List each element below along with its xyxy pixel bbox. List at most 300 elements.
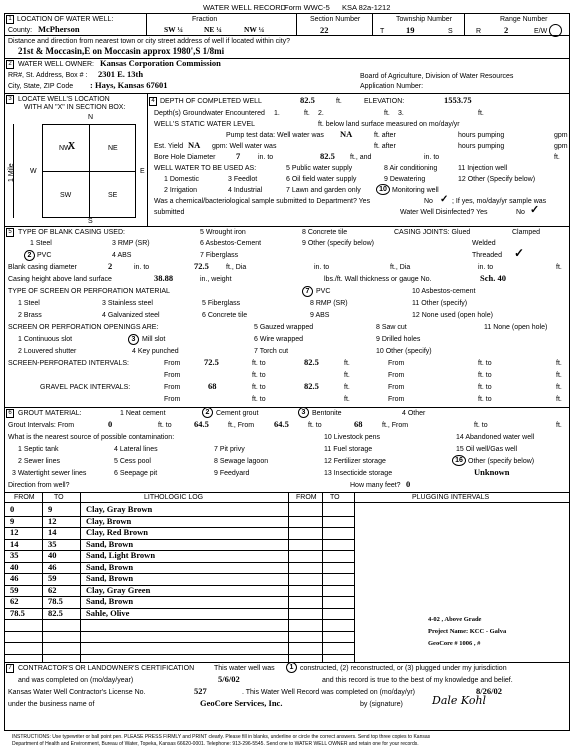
one-mile-label: 1 Mile (8, 163, 15, 182)
casing-height-label: Casing height above land surface (8, 276, 112, 283)
divider (13, 124, 14, 218)
owner-value[interactable]: Kansas Corporation Commission (100, 58, 221, 68)
form-ksa: KSA 82a-1212 (342, 3, 391, 12)
ft-dia-label: ft., Dia (226, 264, 247, 271)
log-lithology[interactable]: Sand, Brown (86, 561, 134, 572)
grout-material-label: GROUT MATERIAL: (18, 410, 82, 417)
contam-2[interactable]: 2 Sewer lines (18, 458, 61, 465)
grout-4[interactable]: 4 Other (402, 410, 426, 417)
log-lithology[interactable]: Clay, Gray Brown (86, 504, 153, 514)
log-from[interactable]: 12 (10, 527, 19, 537)
casing-3[interactable]: 3 RMP (SR) (112, 240, 150, 247)
grout-intervals-label: Grout Intervals: From (8, 422, 75, 429)
disinfected-no-check: ✓ (530, 204, 540, 216)
bore-value[interactable]: 7 (236, 151, 241, 161)
ft-unit: ft. (554, 154, 560, 161)
disinfected-no[interactable]: No (516, 209, 525, 216)
log-row-divider (4, 562, 354, 563)
business-label: under the business name of (8, 701, 95, 708)
after-label: ft. after (374, 132, 396, 139)
contam-other-value[interactable]: Unknown (474, 467, 510, 477)
threaded-label[interactable]: Threaded (472, 252, 502, 259)
ft-from-label: ft., From (228, 422, 255, 429)
city-value[interactable]: : Hays, Kansas 67601 (90, 80, 168, 90)
log-row-divider (4, 539, 354, 540)
ft-unit: ft. (556, 360, 562, 367)
opening-10[interactable]: 10 Other (specify) (376, 348, 432, 355)
quarter-1[interactable]: SW ¼ (164, 25, 184, 34)
grout-2-circle[interactable]: 2 (202, 407, 213, 418)
contam-11[interactable]: 11 Fuel storage (324, 446, 373, 453)
hours-label: hours pumping (458, 132, 505, 139)
from-label: From (164, 372, 181, 379)
log-to[interactable]: 12 (48, 515, 57, 526)
casing-label: TYPE OF BLANK CASING USED: (18, 229, 125, 236)
contam-9[interactable]: 9 Feedyard (214, 470, 250, 477)
log-note-3: GeoCore # 1006 , # (428, 640, 481, 647)
screen-6[interactable]: 6 Concrete tile (202, 312, 248, 319)
opening-6[interactable]: 6 Wire wrapped (254, 336, 304, 343)
contam-5[interactable]: 5 Cess pool (114, 458, 151, 465)
log-lithology[interactable]: Clay, Red Brown (86, 527, 148, 537)
ft-to-label: ft. to (478, 384, 492, 391)
contam-13[interactable]: 13 Insecticide storage (324, 470, 393, 477)
log-note-1: 4-02 , Above Grade (428, 616, 482, 623)
divider (4, 35, 570, 36)
ft-unit: ft. (304, 110, 310, 117)
compass-s: S (88, 218, 93, 225)
contam-3[interactable]: 3 Watertight sewer lines (12, 470, 87, 477)
signature[interactable]: Dale Kohl (432, 694, 487, 707)
screen-material-label: TYPE OF SCREEN OR PERFORATION MATERIAL (8, 288, 170, 295)
screen-2[interactable]: 2 Brass (18, 312, 42, 319)
section-5-number: 5 (6, 228, 14, 237)
range-ew: E/W (534, 28, 548, 35)
ft-to-label: ft. to (478, 372, 492, 379)
opening-2[interactable]: 2 Louvered shutter (18, 348, 77, 355)
depth-label: DEPTH OF COMPLETED WELL (160, 98, 262, 105)
quad-sw: SW (60, 192, 72, 199)
lbs-label: lbs./ft. Wall thickness or gauge No. (324, 276, 432, 283)
form-number: Form WWC-5 (284, 3, 330, 12)
casing-7[interactable]: 7 Fiberglass (200, 252, 239, 259)
if-yes-label: ; If yes, mo/day/yr sample was (452, 198, 547, 205)
log-to[interactable]: 14 (48, 527, 57, 537)
casing-9[interactable]: 9 Other (specify below) (302, 240, 374, 247)
ft-to-label: ft. to (252, 396, 266, 403)
use-1[interactable]: 1 Domestic (164, 176, 200, 183)
log-lithology[interactable]: Sand, Light Brown (86, 550, 156, 560)
contam-12[interactable]: 12 Fertilizer storage (324, 458, 386, 465)
from-label: From (388, 372, 405, 379)
opening-11[interactable]: 11 None (open hole) (484, 324, 548, 331)
divider (322, 492, 323, 662)
screen-3[interactable]: 3 Stainless steel (102, 300, 153, 307)
county-label: County: (8, 27, 33, 34)
log-row-divider (4, 619, 354, 620)
cert-text-2: constructed, (2) reconstructed, or (3) plugged under my jurisdiction (300, 665, 507, 672)
ft-unit: ft. (344, 384, 350, 391)
pump-label: Pump test data: Well water was (226, 132, 324, 139)
s1-label: LOCATION OF WATER WELL: (17, 16, 114, 23)
from-label: From (164, 384, 181, 391)
screen-7-circle[interactable]: 7 (302, 286, 313, 297)
quad-se: SE (108, 192, 118, 199)
section-2-number: 2 (6, 60, 14, 69)
ft-to-label: ft. to (252, 372, 266, 379)
use-3[interactable]: 3 Feedlot (228, 176, 258, 183)
lithologic-log-table (4, 492, 570, 662)
ft-to-label-2: ft. to (474, 422, 488, 429)
section-label: Section Number (310, 16, 361, 23)
ft-to-label: ft. to (158, 422, 172, 429)
log-lithology[interactable]: Sahle, Olive (86, 607, 130, 618)
city-label: City, State, ZIP Code (8, 83, 74, 90)
pump-value[interactable]: NA (340, 129, 353, 139)
ft-and-label: ft., and (350, 154, 372, 161)
contam-10[interactable]: 10 Livestock pens (324, 434, 381, 441)
well-x-mark: X (68, 141, 76, 152)
contam-7[interactable]: 7 Pit privy (214, 446, 245, 453)
use-2[interactable]: 2 Irrigation (164, 187, 198, 194)
from-label: From (388, 360, 405, 367)
casing-4[interactable]: 4 ABS (112, 252, 132, 259)
use-10-circle[interactable]: 10 (376, 184, 390, 195)
section-value[interactable]: 22 (320, 25, 329, 35)
log-row-divider (4, 631, 354, 632)
in-to-label: in. to (258, 154, 274, 161)
log-lithology[interactable]: Sand, Brown (86, 596, 134, 606)
yield-value[interactable]: NA (188, 140, 201, 150)
in-to-label: in. to (134, 264, 150, 271)
contam-14[interactable]: 14 Abandoned water well (456, 434, 535, 441)
locate-label-2: WITH AN "X" IN SECTION BOX: (24, 104, 126, 111)
bore-to-value[interactable]: 82.5 (320, 151, 335, 161)
log-to[interactable]: 46 (48, 561, 57, 572)
log-from[interactable]: 9 (10, 515, 15, 526)
casing-2-circle[interactable]: 2 (24, 250, 35, 261)
yield-gpm-label: gpm: Well water was (212, 143, 277, 150)
divider (4, 226, 570, 227)
range-label: Range Number (500, 16, 548, 23)
yield-label: Est. Yield (154, 143, 184, 150)
ft-unit: ft. (336, 98, 342, 105)
chem-no-check: ✓ (440, 194, 449, 205)
township-value[interactable]: 19 (406, 25, 415, 35)
ft-unit: ft. (556, 422, 562, 429)
log-row-divider (4, 585, 354, 586)
fraction-label: Fraction (192, 16, 218, 23)
from-label: From (388, 384, 405, 391)
section-3-number: 3 (6, 95, 14, 104)
ft-to-label: ft. to (252, 384, 266, 391)
bore-label: Bore Hole Diameter (154, 154, 216, 161)
completed-date[interactable]: 5/6/02 (218, 674, 240, 684)
casing-to-value[interactable]: 72.5 (194, 261, 209, 271)
log-note-2: Project Name: KCC - Galva (428, 628, 507, 635)
contam-15[interactable]: 15 Oil well/Gas well (456, 446, 518, 453)
township-t: T (380, 28, 385, 35)
log-to[interactable]: 9 (48, 504, 53, 514)
gw-2: 2. (318, 110, 324, 117)
township-label: Township Number (396, 16, 453, 23)
chem-sample-label: Was a chemical/bacteriological sample submitted to Department? Yes (154, 198, 371, 205)
casing-2-label: PVC (37, 252, 52, 259)
quad-ne: NE (108, 145, 118, 152)
col-from: FROM (14, 494, 35, 501)
address-value[interactable]: 2301 E. 13th (98, 69, 144, 79)
static-level-label: WELL'S STATIC WATER LEVEL (154, 121, 256, 128)
instructions-line-2: Department of Health and Environment, Bureau of Water, Topeka, Kansas 66620-0001. Telephone: 913-296-5545. Send one to WATER WELL OWNER and retain one for your records. (12, 741, 419, 747)
signature-label: by (signature) (360, 701, 403, 708)
divider (4, 407, 570, 408)
grout-from-value[interactable]: 0 (108, 419, 113, 429)
opening-3-circle[interactable]: 3 (128, 334, 139, 345)
log-from[interactable]: 59 (10, 584, 19, 595)
contam-6[interactable]: 6 Seepage pit (114, 470, 158, 477)
divider (42, 492, 43, 662)
log-row-divider (4, 654, 354, 655)
log-lithology[interactable]: Clay, Brown (86, 515, 132, 526)
opening-3-label: Mill slot (142, 336, 166, 343)
casing-joints-label: CASING JOINTS: Glued (394, 229, 471, 236)
quarter-3[interactable]: NW ¼ (244, 25, 265, 34)
hours-label: hours pumping (458, 143, 505, 150)
col-plug-from: FROM (296, 494, 317, 501)
opening-8[interactable]: 8 Saw cut (376, 324, 407, 331)
opening-7[interactable]: 7 Torch cut (254, 348, 289, 355)
log-to[interactable]: 35 (48, 538, 57, 549)
ft-unit: ft. (344, 360, 350, 367)
grout-3-circle[interactable]: 3 (298, 407, 309, 418)
elevation-value[interactable]: 1553.75 (444, 95, 472, 105)
ft-unit: ft. (478, 110, 484, 117)
screen-9[interactable]: 9 ABS (310, 312, 330, 319)
casing-height-value[interactable]: 38.88 (154, 273, 174, 283)
distance-value[interactable]: 21st & Moccasin,E on Moccasin approx 1980',S 1/8mi (18, 46, 225, 56)
gpm-unit: gpm (554, 143, 568, 150)
use-8[interactable]: 8 Air conditioning (384, 165, 438, 172)
log-row-divider (4, 550, 354, 551)
use-9[interactable]: 9 Dewatering (384, 176, 426, 183)
screen-12[interactable]: 12 None used (open hole) (412, 312, 493, 319)
from-label: From (388, 396, 405, 403)
gpm-unit: gpm (554, 132, 568, 139)
ft-to-label: ft. to (308, 422, 322, 429)
groundwater-label: Depth(s) Groundwater Encountered (154, 110, 265, 117)
log-to[interactable]: 82.5 (48, 607, 63, 618)
divider (146, 13, 147, 35)
divider (288, 492, 289, 662)
contam-8[interactable]: 8 Sewage lagoon (214, 458, 269, 465)
casing-6[interactable]: 6 Asbestos-Cement (200, 240, 262, 247)
use-10-label: Monitoring well (392, 187, 439, 194)
contam-4[interactable]: 4 Lateral lines (114, 446, 158, 453)
constructed-circle[interactable]: 1 (286, 662, 297, 673)
grout-to-value-2[interactable]: 68 (354, 419, 363, 429)
record-date[interactable]: 8/26/02 (476, 686, 502, 696)
opening-4[interactable]: 4 Key punched (132, 348, 179, 355)
in-to-label-2: in. to (424, 154, 440, 161)
log-from[interactable]: 0 (10, 504, 15, 514)
business-value[interactable]: GeoCore Services, Inc. (200, 698, 283, 708)
distance-label: Distance and direction from nearest town or city street address of well if located within city? (8, 38, 291, 45)
ft-unit: ft. (556, 384, 562, 391)
use-11[interactable]: 11 Injection well (458, 165, 508, 172)
opening-5[interactable]: 5 Gauzed wrapped (254, 324, 314, 331)
ft-unit: ft. (344, 372, 350, 379)
log-to[interactable]: 59 (48, 573, 57, 583)
opening-1[interactable]: 1 Continuous slot (18, 336, 73, 343)
log-lithology[interactable]: Sand, Brown (86, 538, 134, 549)
static-tail: ft. below land surface measured on mo/day/yr (318, 121, 460, 128)
gravel-to-value[interactable]: 82.5 (304, 381, 319, 391)
completed-label: and was completed on (mo/day/year) (18, 677, 134, 684)
gauge-value[interactable]: Sch. 40 (480, 273, 506, 283)
township-s: S (448, 28, 453, 35)
application-number-label: Application Number: (360, 83, 424, 90)
gw-1: 1. (274, 110, 280, 117)
screen-5[interactable]: 5 Fiberglass (202, 300, 241, 307)
certification-label: CONTRACTOR'S OR LANDOWNER'S CERTIFICATION (18, 665, 195, 672)
contam-16-circle[interactable]: 16 (452, 455, 466, 466)
ft-dia-label-2: ft., Dia (390, 264, 411, 271)
log-from[interactable]: 78.5 (10, 607, 25, 618)
col-plugging-intervals: PLUGGING INTERVALS (412, 494, 490, 501)
ft-unit: ft. (344, 396, 350, 403)
depth-value[interactable]: 82.5 (300, 95, 315, 105)
divider (296, 13, 297, 35)
chem-no[interactable]: No (424, 198, 433, 205)
instructions-line-1: INSTRUCTIONS: Use typewriter or ball point pen. PLEASE PRESS FIRMLY and PRINT clearly. Please fill in blanks, underline or circle the correct answers. Send top three copies to Kansas (12, 734, 431, 740)
log-from[interactable]: 40 (10, 561, 19, 572)
compass-e: E (140, 168, 145, 175)
log-to[interactable]: 62 (48, 584, 57, 595)
screen-1[interactable]: 1 Steel (18, 300, 40, 307)
direction-label: Direction from well? (8, 482, 70, 489)
use-5[interactable]: 5 Public water supply (286, 165, 353, 172)
screen-10[interactable]: 10 Asbestos-cement (412, 288, 476, 295)
ft-unit: ft. (556, 264, 562, 271)
ft-unit: ft. (556, 396, 562, 403)
gw-3: 3. (398, 110, 404, 117)
log-from[interactable]: 35 (10, 550, 19, 560)
contam-1[interactable]: 1 Septic tank (18, 446, 59, 453)
use-6[interactable]: 6 Oil field water supply (286, 176, 357, 183)
log-lithology[interactable]: Sand, Brown (86, 573, 134, 583)
opening-9[interactable]: 9 Drilled holes (376, 336, 421, 343)
elevation-label: ELEVATION: (364, 98, 405, 105)
section-7-number: 7 (6, 664, 14, 673)
section-4-number: 4 (149, 97, 157, 106)
screen-intervals-label: SCREEN-PERFORATED INTERVALS: (8, 360, 129, 367)
how-many-feet-label: How many feet? (350, 482, 401, 489)
board-label: Board of Agriculture, Division of Water Resources (360, 73, 514, 80)
ft-to-label: ft. to (478, 360, 492, 367)
log-to[interactable]: 40 (48, 550, 57, 560)
license-value[interactable]: 527 (194, 686, 207, 696)
log-from[interactable]: 14 (10, 538, 19, 549)
compass-n: N (88, 114, 94, 121)
col-lithologic-log: LITHOLOGIC LOG (144, 494, 204, 501)
screen-11[interactable]: 11 Other (specify) (412, 300, 468, 307)
true-statement: and this record is true to the best of my knowledge and belief. (322, 677, 513, 684)
log-to[interactable]: 78.5 (48, 596, 63, 606)
divider (372, 13, 373, 35)
feet-value[interactable]: 0 (406, 479, 411, 489)
divider (147, 93, 148, 226)
gravel-pack-label: GRAVEL PACK INTERVALS: (40, 384, 131, 391)
col-plug-to: TO (330, 494, 340, 501)
in-to-label-2: in. to (314, 264, 330, 271)
grout-to-value[interactable]: 64.5 (194, 419, 209, 429)
section-6-number: 6 (6, 409, 14, 418)
use-12[interactable]: 12 Other (Specify below) (458, 176, 536, 183)
casing-5[interactable]: 5 Wrought iron (200, 229, 246, 236)
compass-w: W (30, 168, 37, 175)
record-completed-label: . This Water Well Record was completed on (mo/day/yr) (242, 689, 415, 696)
license-label: Kansas Water Well Contractor's License No. (8, 689, 146, 696)
after-label: ft. after (374, 143, 396, 150)
grout-from-value-2[interactable]: 64.5 (274, 419, 289, 429)
in-to-label-3: in. to (478, 264, 494, 271)
quarter-2[interactable]: NE ¼ (204, 25, 222, 34)
ft-unit: ft. (556, 372, 562, 379)
from-label: From (164, 396, 181, 403)
casing-1[interactable]: 1 Steel (30, 240, 52, 247)
log-from[interactable]: 46 (10, 573, 19, 583)
casing-diameter-value[interactable]: 2 (108, 261, 113, 271)
casing-diameter-label: Blank casing diameter (8, 264, 77, 271)
use-label: WELL WATER TO BE USED AS: (154, 165, 257, 172)
quad-nw: NW (59, 145, 71, 152)
grout-3-label: Bentonite (312, 410, 342, 417)
contam-16-label: Other (specify below) (468, 458, 535, 465)
ft-to-label: ft. to (478, 396, 492, 403)
screen-8[interactable]: 8 RMP (SR) (310, 300, 348, 307)
range-r: R (476, 28, 482, 35)
form-title: WATER WELL RECORD (203, 3, 287, 12)
log-row-divider (4, 516, 354, 517)
grout-2-label: Cement grout (216, 410, 259, 417)
log-from[interactable]: 62 (10, 596, 19, 606)
log-lithology[interactable]: Clay, Gray Green (86, 584, 151, 595)
divider (4, 58, 570, 59)
threaded-check: ✓ (514, 246, 525, 260)
gravel-from-value[interactable]: 68 (208, 381, 217, 391)
ft-from-label-2: ft., From (382, 422, 409, 429)
casing-8[interactable]: 8 Concrete tile (302, 229, 348, 236)
range-value[interactable]: 2 (504, 25, 509, 35)
use-7[interactable]: 7 Lawn and garden only (286, 187, 361, 194)
screen-4[interactable]: 4 Galvanized steel (102, 312, 160, 319)
clamped-label[interactable]: Clamped (512, 229, 541, 236)
screen-to-value[interactable]: 82.5 (304, 357, 319, 367)
log-row-divider (4, 642, 354, 643)
divider (42, 171, 136, 172)
use-4[interactable]: 4 Industrial (228, 187, 263, 194)
welded-label[interactable]: Welded (472, 240, 496, 247)
screen-7-label: PVC (316, 288, 331, 295)
submitted-label: submitted (154, 209, 185, 216)
county-value[interactable]: McPherson (38, 24, 80, 34)
address-label: RR#, St. Address, Box # : (8, 72, 88, 79)
ft-to-label: ft. to (252, 360, 266, 367)
divider (4, 502, 570, 503)
grout-1[interactable]: 1 Neat cement (120, 410, 166, 417)
divider (464, 13, 465, 35)
screen-from-value[interactable]: 72.5 (204, 357, 219, 367)
